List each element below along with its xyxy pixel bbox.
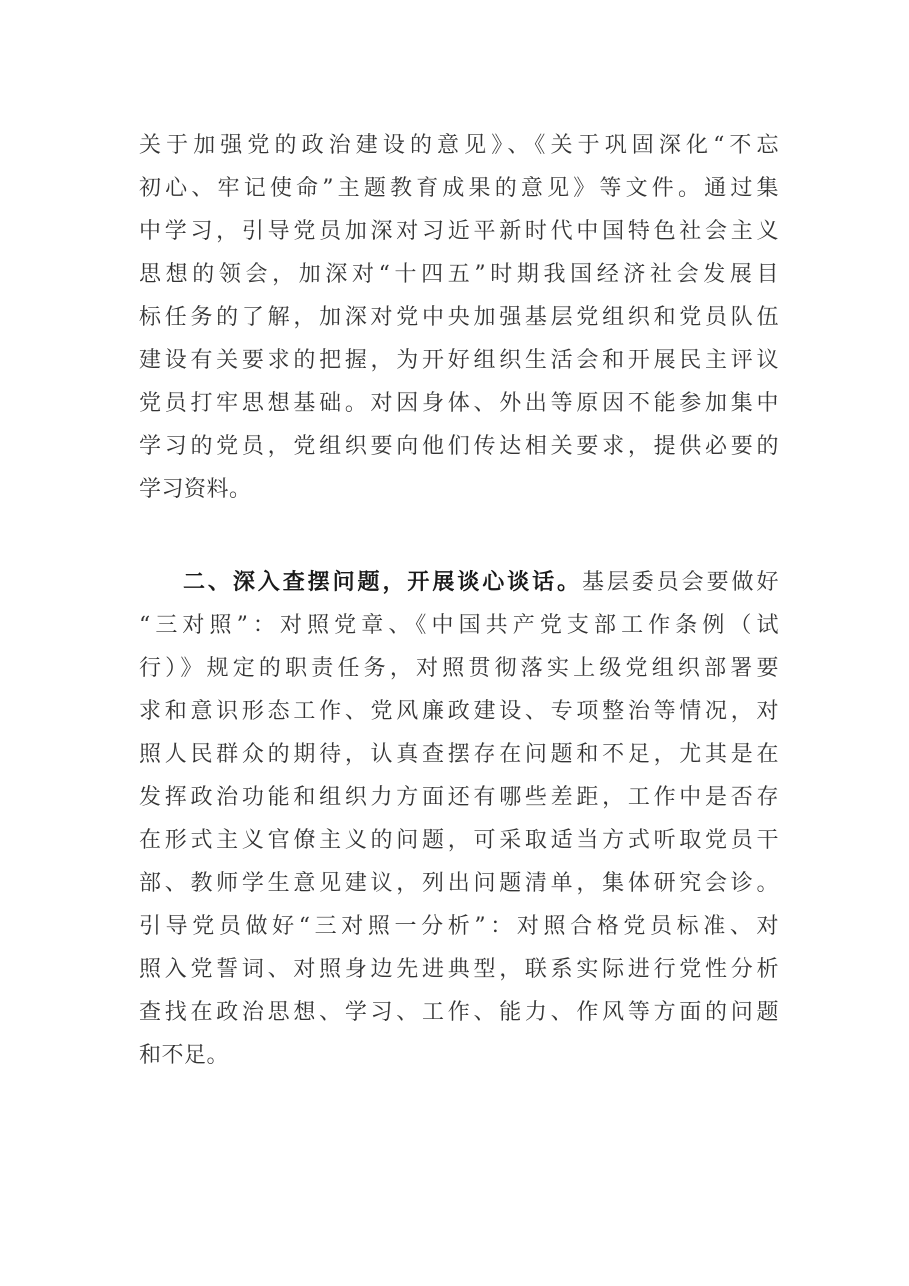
text-line: 照入党誓词、对照身边先进典型，联系实际进行党性分析 (139, 957, 779, 982)
text-line: 党员打牢思想基础。对因身体、外出等原因不能参加集中 (139, 391, 779, 416)
text-line: 行）》规定的职责任务，对照贯彻落实上级党组织部署要 (139, 656, 779, 681)
text-line: 在形式主义官僚主义的问题，可采取适当方式听取党员干 (139, 828, 779, 853)
text-line: 初心、牢记使命”主题教育成果的意见》等文件。通过集 (139, 176, 779, 201)
text-line: 中学习，引导党员加深对习近平新时代中国特色社会主义 (139, 219, 779, 244)
paragraph-study-materials (139, 124, 779, 511)
text-line: 部、教师学生意见建议，列出问题清单，集体研究会诊。 (139, 871, 779, 896)
section-heading: 二、深入查摆问题，开展谈心谈话。 (183, 570, 582, 595)
text-line: 建设有关要求的把握，为开好组织生活会和开展民主评议 (139, 348, 779, 373)
text-line: “三对照”：对照党章、《中国共产党支部工作条例（试 (139, 613, 779, 638)
text-line: 引导党员做好“三对照一分析”：对照合格党员标准、对 (139, 914, 779, 939)
text-line: 查找在政治思想、学习、工作、能力、作风等方面的问题 (139, 1000, 779, 1025)
heading-line-text: 基层委员会要做好 (581, 570, 779, 595)
text-line: 学习资料。 (139, 477, 252, 502)
text-line: 思想的领会，加深对“十四五”时期我国经济社会发展目 (139, 262, 779, 287)
section-heading-line (139, 561, 779, 604)
text-line: 照人民群众的期待，认真查摆存在问题和不足，尤其是在 (139, 742, 779, 767)
paragraph-find-problems (139, 561, 779, 1077)
text-line: 发挥政治功能和组织力方面还有哪些差距，工作中是否存 (139, 785, 779, 810)
text-line: 求和意识形态工作、党风廉政建设、专项整治等情况，对 (139, 699, 779, 724)
text-line: 和不足。 (139, 1043, 230, 1068)
text-line: 标任务的了解，加深对党中央加强基层党组织和党员队伍 (139, 305, 779, 330)
text-line: 学习的党员，党组织要向他们传达相关要求，提供必要的 (139, 434, 779, 459)
text-line: 关于加强党的政治建设的意见》、《关于巩固深化“不忘 (139, 133, 779, 158)
